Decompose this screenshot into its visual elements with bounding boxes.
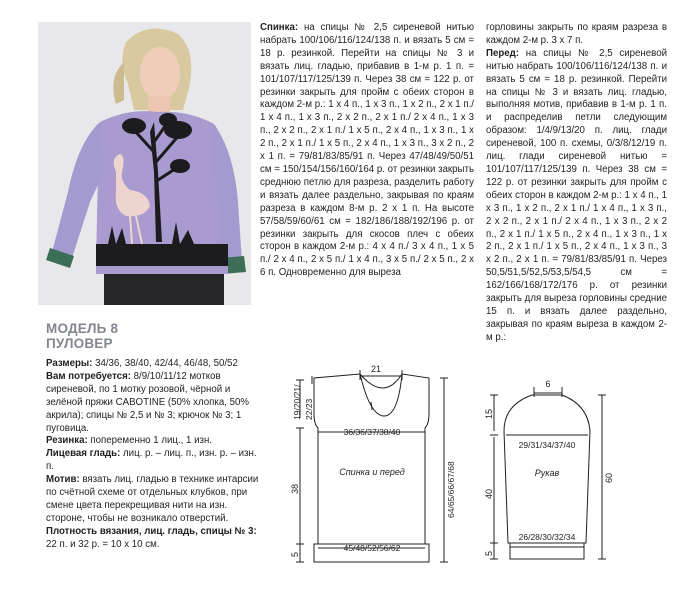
body-chest-width: 36/36/37/38/40	[343, 427, 401, 437]
stocking-label: Лицевая гладь:	[46, 448, 121, 460]
rib-label: Резинка:	[46, 435, 88, 447]
sleeve-schematic	[480, 375, 620, 587]
instructions-column-1	[260, 22, 474, 280]
sizes-label: Размеры:	[46, 358, 93, 369]
need-paragraph	[46, 371, 263, 436]
model-name: ПУЛОВЕР	[46, 336, 113, 351]
front-label: Перед:	[486, 47, 520, 59]
motif-paragraph	[46, 474, 263, 526]
model-number: МОДЕЛЬ 8	[46, 321, 119, 336]
sleeve-cap-height: 15	[484, 408, 494, 419]
sleeve-label: Рукав	[534, 468, 560, 478]
body-neck-depth-a: 19/20/21/	[292, 384, 302, 420]
neckline-paragraph: горловины закрыть по краям разреза в каждом 2-м р. 3 х 7 п.	[486, 22, 667, 46]
stocking-value: лиц. р. – лиц. п., изн. р. – изн. п.	[46, 448, 257, 473]
sizes-paragraph	[46, 358, 263, 371]
back-label: Спинка:	[260, 22, 299, 33]
model-photo	[38, 22, 251, 305]
front-paragraph	[486, 48, 667, 345]
sleeve-rib-left: 5	[484, 550, 494, 556]
sleeve-height-right: 60	[604, 472, 614, 483]
materials-block	[46, 358, 263, 552]
front-text: на спицы № 2,5 сиреневой нитью набрать 100/106/116/124/138 п. и вязать 5 см = 18 р. резинкой. Перейти на спицы № 3 и вязать лиц. гладью, выполняя мотив, прибавив в 1-м р. 1 п. и распределив петли следующим образом: 1/4/9/13/20 п. лиц. глади сиреневой, 100 п. схемы, 0/3/8/12/19 п. лиц. глади сиреневой нитью = 101/107/117/125/139 п. Через 38 см = 122 р. от резинки закрыть для пройм с обеих сторон в каждом 2-м р.: 1 х 4 п., 1 х 3 п., 1 х 2 п., 2 х 1 п./ 1 х 4 п., 1 х 3 п., 2 х 2 п., 2 х 1 п./ 2 х 4 п., 1 х 3 п., 2 х 2 п., 2 х 1 п./ 1 х 5 п., 2 х 4 п., 1 х 3 п., 1 х 2 п., 2 х 1 п./ 1 х 5 п., 2 х 4 п., 1 х 3 п., 3 х 2 п., 2 х 1 п. = 79/81/83/85/91 п. Через 50,5/51,5/52,5/53,5/54,5 см = 162/166/168/172/176 р. от резинки закрыть для выреза горловины средние 15 п. и вязать далее раздельно, закрывая по краям выреза в каждом 2-м р.:	[486, 47, 667, 343]
body-hem-width: 45/48/52/56/62	[343, 543, 401, 553]
need-label: Вам потребуется:	[46, 370, 131, 382]
body-neck-depth-b: 22/23	[304, 398, 314, 420]
body-schematic	[284, 362, 464, 586]
gauge-label: Плотность вязания, лиц. гладь, спицы № 3:	[46, 525, 257, 537]
rib-value: попеременно 1 лиц., 1 изн.	[87, 435, 213, 447]
model-title	[46, 321, 261, 351]
gauge-value: 22 п. и 32 р. = 10 х 10 см.	[46, 538, 160, 550]
back-paragraph	[260, 22, 474, 280]
back-text: на спицы № 2,5 сиреневой нитью набрать 100/106/116/124/138 п. и вязать 5 см = 18 р. резинкой. Перейти на спицы № 3 и вязать лиц. гладью, прибавив в 1-м р. 1 п. = 101/107/117/125/139 п. Через 38 см = 122 р. от резинки закрыть для пройм с обеих сторон в каждом 2-м р.: 1 х 4 п., 1 х 3 п., 1 х 2 п., 2 х 1 п./ 1 х 4 п., 1 х 3 п., 2 х 2 п., 2 х 1 п./ 2 х 4 п., 1 х 3 п., 2 х 2 п., 2 х 1 п./ 1 х 5 п., 2 х 4 п., 1 х 3 п., 1 х 2 п., 2 х 1 п./ 1 х 5 п., 2 х 4 п., 1 х 3 п., 3 х 2 п., 2 х 1 п. = 79/81/83/85/91 п. Через 47/48/49/50/51 см = 150/154/156/160/164 р. от резинки закрыть среднюю петлю для разреза, разделить работу и вязать далее раздельно, закрывая по краям разреза в каждом 8-м р. 2 х 1 п. На высоте 57/58/59/60/61 см = 182/186/188/192/196 р. от резинки закрыть для скосов плеч с обеих сторон в каждом 2-м р.: 4 х 4 п./ 3 х 4 п., 1 х 5 п./ 2 х 4 п., 2 х 5 п./ 1 х 4 п., 3 х 5 п./ 2 х 5 п., 2 х 6 п. Одновременно для выреза	[260, 22, 474, 279]
sleeve-cuff-width: 26/28/30/32/34	[518, 532, 576, 542]
need-value: 8/9/10/11/12 мотков сиреневой, по 1 мотку розовой, чёрной и зелёной пряжи CABOTINE (50% хлопка, 50% акрила); спицы № 2,5 и № 3; крючок № 3; 1 пуговица.	[46, 370, 250, 434]
body-height-right: 64/65/66/67/68	[446, 461, 456, 518]
sleeve-width: 29/31/34/37/40	[518, 440, 576, 450]
motif-value: вязать лиц. гладью в технике интарсии по счётной схеме от отдельных клубков, при смене цвета перекрещивая нити на изн. стороне, чтобы не возникало отверстий.	[46, 474, 259, 524]
stocking-paragraph	[46, 448, 263, 474]
body-height-left: 38	[290, 483, 300, 494]
rib-paragraph	[46, 435, 263, 448]
gauge-paragraph	[46, 526, 263, 552]
motif-label: Мотив:	[46, 474, 80, 486]
body-top-width: 21	[370, 364, 382, 374]
sleeve-top-width: 6	[545, 379, 551, 389]
body-label: Спинка и перед	[339, 467, 405, 477]
sleeve-height-left: 40	[484, 488, 494, 499]
body-rib-left: 5	[290, 551, 300, 557]
instructions-column-2	[486, 22, 667, 345]
sizes-value: 34/36, 38/40, 42/44, 46/48, 50/52	[92, 358, 238, 369]
